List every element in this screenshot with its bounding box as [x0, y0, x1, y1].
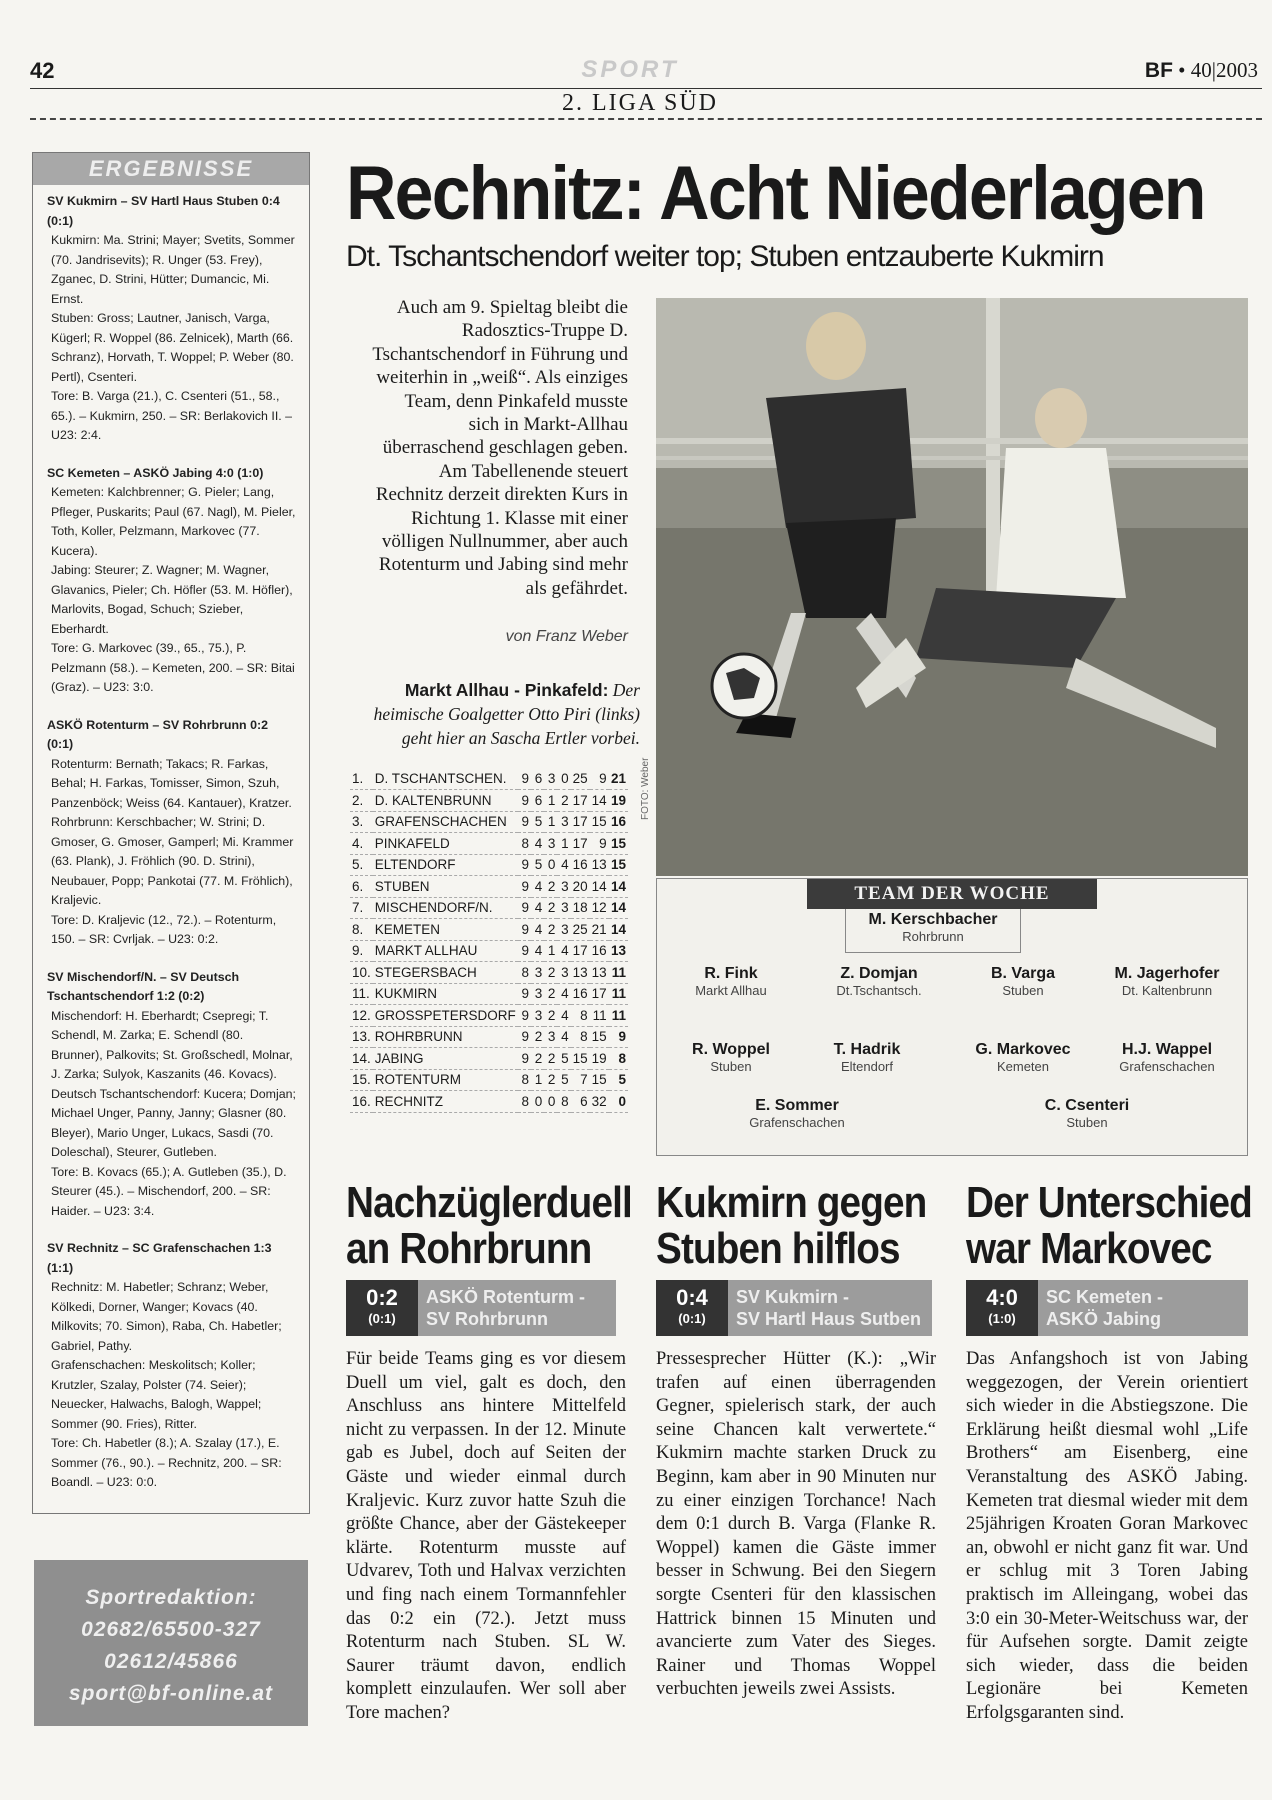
match-goals: Tore: B. Kovacs (65.); A. Gutleben (35.), D. Steurer (45.). – Mischendorf, 200. – SR: Haider. – U23: 3:4. [51, 1164, 287, 1218]
standings-points: 15 [609, 854, 628, 876]
match-lineup: Rotenturm: Bernath; Takacs; R. Farkas, Behal; H. Farkas, Tomisser, Simon, Szuh, Panzenböck; Weiss (64. Kantauer), Kratzer. [51, 756, 292, 810]
match-lineup: Kemeten: Kalchbrenner; G. Pieler; Lang, Pfleger, Puskarits; Paul (67. Nagl), M. Pieler, Toth, Koller, Pelzmann, Markovec (77. Kucera). [51, 485, 296, 558]
standings-rank: 4. [350, 833, 373, 855]
standings-losses: 4 [557, 1026, 570, 1048]
league-title: 2. LIGA SÜD [561, 90, 718, 116]
standings-games: 8 [518, 1069, 531, 1091]
match-goals: Tore: Ch. Habetler (8.); A. Szalay (17.), E. Sommer (76., 90.). – Rechnitz, 200. – SR: Boandl. – U23: 0:0. [51, 1436, 282, 1489]
standings-row [350, 1048, 628, 1070]
standings-team-name: KEMETEN [373, 919, 518, 941]
standings-games: 8 [518, 833, 531, 855]
standings-draws: 2 [544, 1048, 557, 1070]
standings-row [350, 768, 628, 790]
standings-goals-for: 8 [571, 1005, 590, 1027]
player-club: Stuben [1002, 983, 1044, 998]
score-box [656, 1280, 932, 1336]
standings-rank: 13. [350, 1026, 373, 1048]
player-name: C. Csenteri [1044, 1097, 1130, 1114]
headline-line: war Markovec [966, 1224, 1212, 1273]
headline-line: an Rohrbrunn [346, 1224, 592, 1273]
final-score: 0:4 [676, 1285, 708, 1310]
standings-row [350, 876, 628, 898]
standings-goals-against: 15 [590, 811, 609, 833]
standings-goals-for: 13 [571, 962, 590, 984]
player-club: Grafenschachen [1119, 1059, 1215, 1074]
football-players-illustration [656, 298, 1248, 876]
player-name: H.J. Wappel [1121, 1041, 1213, 1058]
standings-goals-against: 12 [590, 897, 609, 919]
standings-goals-for: 17 [571, 811, 590, 833]
standings-wins: 2 [531, 1026, 544, 1048]
standings-losses: 3 [557, 876, 570, 898]
standings-points: 14 [609, 897, 628, 919]
match-result [47, 716, 297, 950]
contact-box [34, 1560, 308, 1726]
player-club: Rohrbrunn [902, 929, 964, 944]
standings-row [350, 940, 628, 962]
standings-games: 9 [518, 919, 531, 941]
publication-info: BF • 40|2003 [1144, 58, 1258, 82]
player-card [1087, 1041, 1247, 1074]
standings-row [350, 1091, 628, 1113]
standings-points: 11 [609, 962, 628, 984]
standings-games: 9 [518, 1005, 531, 1027]
standings-draws: 3 [544, 768, 557, 790]
match-teams [1046, 1286, 1163, 1330]
match-lineup: Deutsch Tschantschendorf: Kucera; Domjan; Michael Unger, Panny, Janny; Glasner (80. Bleyer), Mario Unger, Lukacs, Sasdi (70. Doleschal), Steurer, Gutleben. [51, 1086, 296, 1159]
standings-goals-against: 16 [590, 940, 609, 962]
standings-games: 9 [518, 790, 531, 812]
standings-wins: 3 [531, 962, 544, 984]
standings-row [350, 962, 628, 984]
standings-rank: 1. [350, 768, 373, 790]
standings-draws: 0 [544, 1091, 557, 1113]
player-card [943, 1041, 1103, 1074]
standings-wins: 4 [531, 919, 544, 941]
player-card [1087, 965, 1247, 998]
match-goals: Tore: G. Markovec (39., 65., 75.), P. Pelzmann (58.). – Kemeten, 200. – SR: Bitai (Graz). – U23: 3:0. [51, 641, 295, 694]
headline-line: Kukmirn gegen [656, 1178, 927, 1227]
standings-row [350, 854, 628, 876]
standings-draws: 2 [544, 962, 557, 984]
standings-goals-for: 25 [571, 768, 590, 790]
match-result [47, 1239, 297, 1493]
standings-team-name: D. TSCHANTSCHEN. [373, 768, 518, 790]
standings-games: 9 [518, 940, 531, 962]
standings-draws: 2 [544, 1005, 557, 1027]
standings-row [350, 811, 628, 833]
player-club: Dt.Tschantsch. [836, 983, 922, 998]
standings-losses: 3 [557, 962, 570, 984]
standings-wins: 3 [531, 1005, 544, 1027]
standings-rank: 9. [350, 940, 373, 962]
standings-losses: 4 [557, 940, 570, 962]
standings-games: 9 [518, 1026, 531, 1048]
standings-wins: 4 [531, 833, 544, 855]
article-body: Pressesprecher Hütter (K.): „Wir trafen auf einen überragenden Gegner, spielerisch stark, der auch seine Chancen kalt verwertete.“ Kukmirn machte starken Druck zu Beginn, kam aber in 90 Minuten nur zu einer einzigen Torchance! Nach dem 0:1 durch B. Varga (Flanke R. Woppel) kamen die Gäste immer besser in Schwung. Bei den Siegern sorgte Csenteri für den klassischen Hattrick binnen 15 Minuten und avancierte zum Vater des Sieges. Rainer und Thomas Woppel verbuchten jeweils zwei Assists. [656, 1349, 936, 1700]
photo-credit: FOTO: Weber [640, 757, 651, 820]
standings-losses: 3 [557, 811, 570, 833]
publication-name: BF [1144, 59, 1173, 82]
standings-points: 0 [609, 1091, 628, 1113]
standings-team-name: JABING [373, 1048, 518, 1070]
standings-losses: 4 [557, 1005, 570, 1027]
standings-goals-against: 32 [590, 1091, 609, 1113]
issue-number: 40|2003 [1190, 58, 1258, 82]
match-title: ASKÖ Rotenturm – SV Rohrbrunn 0:2 (0:1) [47, 717, 268, 751]
team-name: SV Rohrbrunn [426, 1309, 548, 1329]
standings-wins: 4 [531, 897, 544, 919]
match-title: SV Rechnitz – SC Grafenschachen 1:3 (1:1) [47, 1241, 272, 1275]
standings-goals-against: 19 [590, 1048, 609, 1070]
standings-goals-against: 14 [590, 790, 609, 812]
match-photo [656, 298, 1248, 876]
standings-wins: 5 [531, 854, 544, 876]
header-rule [30, 88, 1262, 89]
player-name: T. Hadrik [833, 1041, 901, 1058]
score-box [346, 1280, 616, 1336]
standings-points: 11 [609, 983, 628, 1005]
article-headline [656, 1178, 927, 1273]
standings-goals-against: 14 [590, 876, 609, 898]
player-card [943, 965, 1103, 998]
standings-rank: 7. [350, 897, 373, 919]
contact-phone: 02682/65500-327 [81, 1618, 261, 1641]
standings-team-name: D. KALTENBRUNN [373, 790, 518, 812]
player-club: Kemeten [996, 1059, 1050, 1074]
article-body: Das Anfangshoch ist von Jabing weggezogen, der Verein orientiert sich wieder in die Abstiegszone. Die Erklärung heißt diesmal wohl „Life Brothers“ am Eisenberg, eine Veranstaltung des ASKÖ Jabing. Kemeten trat diesmal wieder mit dem 25jährigen Kroaten Goran Markovec an, obwohl er nicht ganz fit war. Und er schlug mit 3 Toren Jabing praktisch im Alleingang, wobei das 3:0 ein 30-Meter-Weitschuss war, der für Aufsehen sorgte. Damit zeigte sich wieder, dass die beiden Legionäre bei Kemeten Erfolgsgaranten sind. [966, 1349, 1248, 1723]
standings-team-name: GROSSPETERSDORF [373, 1005, 518, 1027]
standings-points: 13 [609, 940, 628, 962]
standings-rank: 6. [350, 876, 373, 898]
standings-goals-for: 20 [571, 876, 590, 898]
standings-rank: 14. [350, 1048, 373, 1070]
standings-games: 9 [518, 983, 531, 1005]
standings-team-name: ROHRBRUNN [373, 1026, 518, 1048]
standings-games: 9 [518, 811, 531, 833]
match-lineup: Jabing: Steurer; Z. Wagner; M. Wagner, Glavanics, Pieler; Ch. Höfler (53. M. Höfler), Marlovits, Bogad, Schuch; Szieber, Eberhardt. [51, 563, 293, 636]
player-card [1007, 1097, 1167, 1130]
headline-line: Der Unterschied [966, 1178, 1252, 1227]
match-teams [736, 1286, 921, 1330]
standings-losses: 1 [557, 833, 570, 855]
team-name: ASKÖ Rotenturm - [426, 1287, 585, 1307]
player-card [799, 965, 959, 998]
results-list [33, 185, 309, 1493]
standings-draws: 1 [544, 790, 557, 812]
standings-rank: 11. [350, 983, 373, 1005]
player-club: Eltendorf [840, 1059, 894, 1074]
standings-goals-for: 25 [571, 919, 590, 941]
standings-goals-against: 9 [590, 768, 609, 790]
standings-goals-against: 9 [590, 833, 609, 855]
standings-team-name: MARKT ALLHAU [373, 940, 518, 962]
player-name: R. Woppel [692, 1041, 770, 1058]
standings-row [350, 919, 628, 941]
standings-points: 5 [609, 1069, 628, 1091]
standings-goals-against: 21 [590, 919, 609, 941]
standings-losses: 5 [557, 1069, 570, 1091]
standings-team-name: RECHNITZ [373, 1091, 518, 1113]
standings-points: 15 [609, 833, 628, 855]
player-club: Stuben [710, 1059, 752, 1074]
main-subheadline: Dt. Tschantschendorf weiter top; Stuben entzauberte Kukmirn [346, 240, 1104, 273]
match-lineup: Mischendorf: H. Eberhardt; Csepregi; T. Schendl, M. Zarka; E. Schendl (80. Brunner), Palkovits; St. Großschedl, Molnar, J. Zarka; Sulyok, Kaszanits (46. Kovacs). [51, 1008, 293, 1081]
standings-team-name: PINKAFELD [373, 833, 518, 855]
standings-points: 21 [609, 768, 628, 790]
standings-points: 14 [609, 876, 628, 898]
standings-draws: 0 [544, 854, 557, 876]
article-headline [966, 1178, 1252, 1273]
match-lineup: Kukmirn: Ma. Strini; Mayer; Svetits, Sommer (70. Jandrisevits); R. Unger (53. Frey), Zganec, D. Strini, Hütter; Dumancic, Mi. Ernst. [51, 233, 295, 306]
standings-goals-against: 13 [590, 854, 609, 876]
standings-wins: 4 [531, 940, 544, 962]
standings-rank: 2. [350, 790, 373, 812]
halftime-score: (0:1) [368, 1311, 396, 1326]
standings-goals-for: 17 [571, 940, 590, 962]
standings-games: 8 [518, 1091, 531, 1113]
standings-row [350, 833, 628, 855]
standings-goals-against: 13 [590, 962, 609, 984]
standings-draws: 2 [544, 1069, 557, 1091]
standings-draws: 2 [544, 983, 557, 1005]
standings-wins: 2 [531, 1048, 544, 1070]
team-of-the-week [656, 878, 1248, 1156]
match-goals: Tore: B. Varga (21.), C. Csenteri (51., 58., 65.). – Kukmirn, 250. – SR: Berlakovich II. – U23: 2:4. [51, 389, 293, 442]
team-name: ASKÖ Jabing [1046, 1309, 1162, 1329]
player-club: Dt. Kaltenbrunn [1121, 983, 1213, 998]
standings-losses: 4 [557, 983, 570, 1005]
standings-rank: 12. [350, 1005, 373, 1027]
standings-draws: 3 [544, 1026, 557, 1048]
results-sidebar [32, 152, 310, 1514]
league-standings-table [350, 768, 628, 1113]
standings-goals-for: 17 [571, 790, 590, 812]
match-teams [426, 1286, 585, 1330]
match-title: SC Kemeten – ASKÖ Jabing 4:0 (1:0) [47, 465, 264, 480]
standings-rank: 3. [350, 811, 373, 833]
player-name: Z. Domjan [840, 965, 918, 982]
match-result [47, 968, 297, 1222]
standings-points: 19 [609, 790, 628, 812]
standings-goals-for: 18 [571, 897, 590, 919]
player-card [717, 1097, 877, 1130]
player-name: M. Jagerhofer [1114, 965, 1220, 982]
player-name: R. Fink [704, 965, 758, 982]
team-name: SV Kukmirn - [736, 1287, 850, 1307]
standings-points: 11 [609, 1005, 628, 1027]
standings-losses: 5 [557, 1048, 570, 1070]
section-label: SPORT [581, 56, 679, 83]
headline-line: Nachzüglerduell [346, 1178, 632, 1227]
standings-games: 8 [518, 962, 531, 984]
caption-text: Der heimische Goalgetter Otto Piri (links) geht hier an Sascha Ertler vorbei. [373, 680, 640, 748]
article-body: Für beide Teams ging es vor diesem Duell um viel, galt es doch, den Anschluss ans hintere Mittelfeld nicht zu verpassen. In der 12. Minute gab es Jubel, doch auf Seiten der Gäste und wieder einmal durch Kraljevic. Kurz zuvor hatte Szuh die größte Chance, aber der Gästekeeper klärte. Rotenturm musste auf Udvarev, Toth und Halvax verzichten und fing nach einem Tormannfehler das 0:2 ein (72.). Jetzt muss Rotenturm nach Stuben. SL W. Saurer träumt davon, endlich komplett einzulaufen. Wer soll aber Tore machen? [346, 1349, 626, 1723]
header-dashed-rule [30, 118, 1262, 120]
standings-losses: 8 [557, 1091, 570, 1113]
standings-goals-for: 17 [571, 833, 590, 855]
standings-wins: 6 [531, 790, 544, 812]
caption-title: Markt Allhau - Pinkafeld: [404, 680, 609, 700]
standings-row [350, 1005, 628, 1027]
standings-draws: 2 [544, 919, 557, 941]
standings-draws: 1 [544, 811, 557, 833]
score-panel [966, 1280, 1038, 1336]
standings-goals-against: 15 [590, 1069, 609, 1091]
match-title: SV Mischendorf/N. – SV Deutsch Tschantschendorf 1:2 (0:2) [47, 969, 240, 1003]
standings-team-name: ELTENDORF [373, 854, 518, 876]
page-number: 42 [30, 58, 55, 83]
standings-draws: 3 [544, 833, 557, 855]
standings-team-name: STEGERSBACH [373, 962, 518, 984]
player-card [787, 1041, 947, 1074]
halftime-score: (1:0) [988, 1311, 1016, 1326]
standings-draws: 1 [544, 940, 557, 962]
photo-caption [360, 678, 640, 750]
standings-goals-for: 6 [571, 1091, 590, 1113]
results-title: ERGEBNISSE [33, 153, 309, 185]
match-lineup: Grafenschachen: Meskolitsch; Koller; Krutzler, Szalay, Polster (74. Seier); Neuecker, Halwachs, Balogh, Wappel; Sommer (90. Fries), Ritter. [51, 1358, 262, 1431]
standings-rank: 5. [350, 854, 373, 876]
standings-goals-against: 17 [590, 983, 609, 1005]
standings-goals-for: 15 [571, 1048, 590, 1070]
match-lineup: Rechnitz: M. Habetler; Schranz; Weber, Kölkedi, Dorner, Wanger; Kovacs (40. Milkovits; 70. Simon), Raba, Ch. Habetler; Gabriel, Pathy. [51, 1280, 282, 1353]
article-rotenturm [346, 1178, 632, 1726]
standings-losses: 2 [557, 790, 570, 812]
standings-goals-against: 15 [590, 1026, 609, 1048]
player-club: Grafenschachen [749, 1115, 845, 1130]
standings-team-name: STUBEN [373, 876, 518, 898]
player-name: G. Markovec [975, 1041, 1071, 1058]
standings-team-name: KUKMIRN [373, 983, 518, 1005]
main-headline: Rechnitz: Acht Niederlagen [346, 151, 1205, 236]
standings-wins: 5 [531, 811, 544, 833]
standings-team-name: MISCHENDORF/N. [373, 897, 518, 919]
score-panel [656, 1280, 728, 1336]
player-name: B. Varga [990, 965, 1056, 982]
standings-points: 16 [609, 811, 628, 833]
standings-games: 9 [518, 897, 531, 919]
standings-row [350, 790, 628, 812]
standings-wins: 0 [531, 1091, 544, 1113]
match-title: SV Kukmirn – SV Hartl Haus Stuben 0:4 (0:1) [47, 194, 280, 228]
contact-label: Sportredaktion: [85, 1586, 257, 1609]
player-card [853, 911, 1013, 944]
standings-games: 9 [518, 876, 531, 898]
standings-games: 9 [518, 768, 531, 790]
final-score: 4:0 [986, 1285, 1018, 1310]
contact-phone: 02612/45866 [104, 1650, 238, 1673]
final-score: 0:2 [366, 1285, 398, 1310]
standings-losses: 4 [557, 854, 570, 876]
score-panel [346, 1280, 418, 1336]
player-name: M. Kerschbacher [868, 911, 998, 928]
score-box [966, 1280, 1248, 1336]
standings-rank: 10. [350, 962, 373, 984]
standings-goals-for: 8 [571, 1026, 590, 1048]
standings-points: 8 [609, 1048, 628, 1070]
player-name: E. Sommer [755, 1097, 839, 1114]
standings-draws: 2 [544, 876, 557, 898]
standings-team-name: GRAFENSCHACHEN [373, 811, 518, 833]
article-kemeten [966, 1178, 1252, 1726]
standings-team-name: ROTENTURM [373, 1069, 518, 1091]
standings-goals-for: 16 [571, 854, 590, 876]
match-goals: Tore: D. Kraljevic (12., 72.). – Rotenturm, 150. – SR: Cvrljak. – U23: 0:2. [51, 912, 277, 946]
match-result [47, 192, 297, 446]
match-lineup: Stuben: Gross; Lautner, Janisch, Varga, Kügerl; R. Woppel (86. Zelnicek), Marth (66. Schranz), Horvath, T. Woppel; P. Weber (80. Pertl), Csenteri. [51, 311, 294, 384]
standings-row [350, 1026, 628, 1048]
standings-losses: 3 [557, 897, 570, 919]
standings-row [350, 983, 628, 1005]
standings-losses: 0 [557, 768, 570, 790]
standings-rank: 16. [350, 1091, 373, 1113]
headline-line: Stuben hilflos [656, 1224, 900, 1273]
standings-games: 9 [518, 1048, 531, 1070]
team-of-week-title: TEAM DER WOCHE [807, 879, 1097, 909]
standings-losses: 3 [557, 919, 570, 941]
team-name: SC Kemeten - [1046, 1287, 1164, 1307]
standings-points: 9 [609, 1026, 628, 1048]
player-club: Stuben [1066, 1115, 1108, 1130]
player-card [651, 965, 811, 998]
standings-draws: 2 [544, 897, 557, 919]
match-lineup: Rohrbrunn: Kerschbacher; W. Strini; D. Gmoser, G. Gmoser, Gamperl; Mi. Krammer (63. Plank), J. Fröhlich (90. D. Strini), Neubauer, Popp; Pankotai (77. M. Fröhlich), Kraljevic. [51, 815, 294, 907]
standings-goals-for: 16 [571, 983, 590, 1005]
standings-goals-for: 7 [571, 1069, 590, 1091]
author-byline: von Franz Weber [505, 628, 628, 645]
standings-wins: 1 [531, 1069, 544, 1091]
standings-row [350, 897, 628, 919]
standings-wins: 6 [531, 768, 544, 790]
lead-paragraph: Auch am 9. Spieltag bleibt die Radosztics-Truppe D. Tschantschendorf in Führung und weiterhin in „weiß“. Als einziges Team, denn Pinkafeld musste sich in Markt-Allhau überraschend geschlagen geben. Am Tabellenende steuert Rechnitz derzeit direkten Kurs in Richtung 1. Klasse mit einer völligen Nullnummer, aber auch Rotenturm und Jabing sind mehr als gefährdet. [372, 297, 628, 599]
standings-goals-against: 11 [590, 1005, 609, 1027]
article-headline [346, 1178, 632, 1273]
team-name: SV Hartl Haus Sutben [736, 1309, 922, 1329]
standings-rank: 8. [350, 919, 373, 941]
contact-email[interactable]: sport@bf-online.at [68, 1682, 274, 1705]
standings-games: 9 [518, 854, 531, 876]
standings-points: 14 [609, 919, 628, 941]
standings-rank: 15. [350, 1069, 373, 1091]
match-result [47, 464, 297, 698]
standings-row [350, 1069, 628, 1091]
halftime-score: (0:1) [678, 1311, 706, 1326]
article-kukmirn [656, 1180, 936, 1702]
player-club: Markt Allhau [695, 983, 767, 998]
standings-wins: 4 [531, 876, 544, 898]
standings-wins: 3 [531, 983, 544, 1005]
